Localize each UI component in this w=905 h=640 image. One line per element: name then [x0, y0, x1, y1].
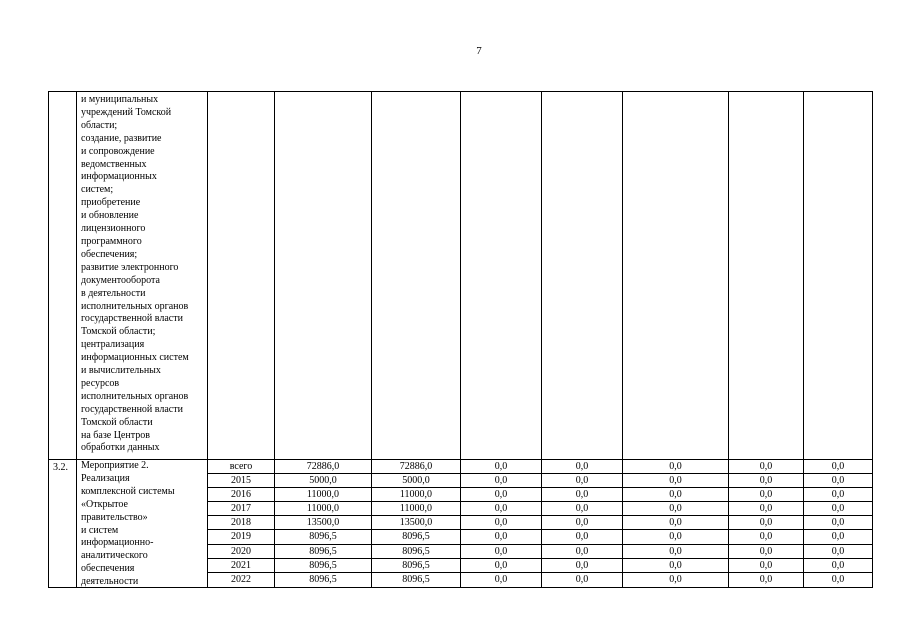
period: 2021 [208, 558, 274, 572]
value-cell: 0,0 [804, 502, 872, 516]
value-list [461, 460, 541, 586]
value-cell: 13500,0 [275, 516, 371, 530]
continuation-row [49, 92, 873, 460]
empty-cell [208, 92, 275, 460]
value-cell: 8096,5 [309, 573, 337, 585]
value-cell: 0,0 [461, 558, 541, 572]
value-column-3 [461, 460, 542, 588]
value-cell: 11000,0 [372, 502, 460, 516]
value-cell: 0,0 [623, 516, 728, 530]
period: 2020 [208, 544, 274, 558]
continuation-number-cell [49, 92, 77, 460]
value-cell: 0,0 [729, 516, 803, 530]
value-column-4 [542, 460, 623, 588]
value-cell: 0,0 [461, 544, 541, 558]
value-cell: 8096,5 [372, 530, 460, 544]
period: 2016 [208, 488, 274, 502]
value-cell: 0,0 [729, 502, 803, 516]
value-cell: 0,0 [461, 502, 541, 516]
period: всего [208, 460, 274, 474]
value-cell: 0,0 [804, 544, 872, 558]
value-cell: 0,0 [729, 474, 803, 488]
value-cell: 0,0 [729, 558, 803, 572]
period: 2019 [208, 530, 274, 544]
value-cell: 0,0 [542, 502, 622, 516]
period: 2018 [208, 516, 274, 530]
value-list [372, 460, 460, 586]
value-cell: 0,0 [669, 573, 682, 585]
value-cell: 5000,0 [372, 474, 460, 488]
value-list [804, 460, 872, 586]
value-cell: 0,0 [804, 488, 872, 502]
empty-cell [461, 92, 542, 460]
value-cell: 0,0 [804, 530, 872, 544]
value-cell: 8096,5 [275, 558, 371, 572]
value-cell: 0,0 [804, 460, 872, 474]
value-cell: 0,0 [831, 573, 845, 585]
value-list [623, 460, 728, 586]
period: 2022 [231, 573, 251, 585]
value-cell: 0,0 [759, 573, 773, 585]
empty-cell [623, 92, 729, 460]
value-column-5 [623, 460, 729, 588]
value-cell: 0,0 [729, 530, 803, 544]
value-cell: 0,0 [623, 474, 728, 488]
empty-cell [729, 92, 804, 460]
periods-cell [208, 460, 275, 588]
value-cell: 0,0 [623, 530, 728, 544]
value-cell: 0,0 [461, 488, 541, 502]
value-cell: 0,0 [461, 530, 541, 544]
value-column-7 [804, 460, 873, 588]
value-cell: 0,0 [804, 474, 872, 488]
value-list [275, 460, 371, 586]
value-cell: 0,0 [542, 516, 622, 530]
value-cell: 0,0 [494, 573, 508, 585]
continuation-name-cell [77, 92, 208, 460]
value-cell: 0,0 [542, 544, 622, 558]
value-column-1 [275, 460, 372, 588]
value-cell: 8096,5 [402, 573, 430, 585]
row-name: Мероприятие 2. Реализация комплексной системы «Открытое правительство» и систем информационно- аналитического обеспечения деятельности [81, 460, 175, 587]
value-column-6 [729, 460, 804, 588]
value-cell: 0,0 [729, 460, 803, 474]
budget-table [48, 91, 873, 588]
value-cell: 72886,0 [275, 460, 371, 474]
value-list [729, 460, 803, 586]
value-list [542, 460, 622, 586]
value-cell: 0,0 [542, 558, 622, 572]
value-cell: 0,0 [461, 474, 541, 488]
value-cell: 0,0 [461, 460, 541, 474]
value-cell: 0,0 [623, 488, 728, 502]
measure-row [49, 460, 873, 588]
value-cell: 0,0 [804, 516, 872, 530]
value-cell: 0,0 [729, 544, 803, 558]
empty-cell [372, 92, 461, 460]
value-cell: 0,0 [575, 573, 589, 585]
value-cell: 8096,5 [372, 544, 460, 558]
value-cell: 0,0 [542, 460, 622, 474]
value-cell: 8096,5 [275, 530, 371, 544]
value-cell: 11000,0 [275, 502, 371, 516]
row-number-cell [49, 460, 77, 588]
empty-cell [275, 92, 372, 460]
row-number: 3.2. [53, 462, 68, 473]
value-cell: 0,0 [804, 558, 872, 572]
page-number: 7 [476, 45, 482, 57]
value-cell: 0,0 [542, 488, 622, 502]
value-column-2 [372, 460, 461, 588]
empty-cell [804, 92, 873, 460]
continuation-text: и муниципальных учреждений Томской области; создание, развитие и сопровождение ведомственных информационных систем; приобретение и обновление лицензионного программного обеспечения; развитие электронного документооборота в деятельности исполнительных органов государственной власти Томской области; централизация информационных систем и вычислительных ресурсов исполнительных органов государственной власти Томской области на базе Центров обработки данных [81, 94, 189, 454]
value-cell: 5000,0 [275, 474, 371, 488]
value-cell: 0,0 [542, 530, 622, 544]
value-cell: 72886,0 [372, 460, 460, 474]
value-cell: 11000,0 [275, 488, 371, 502]
value-cell: 0,0 [623, 544, 728, 558]
empty-cell [542, 92, 623, 460]
value-cell: 8096,5 [275, 544, 371, 558]
value-cell: 0,0 [461, 516, 541, 530]
value-cell: 11000,0 [372, 488, 460, 502]
value-cell: 13500,0 [372, 516, 460, 530]
value-cell: 0,0 [623, 558, 728, 572]
row-name-cell [77, 460, 208, 588]
value-cell: 8096,5 [372, 558, 460, 572]
periods-list [208, 460, 274, 586]
value-cell: 0,0 [623, 502, 728, 516]
period: 2015 [208, 474, 274, 488]
value-cell: 0,0 [542, 474, 622, 488]
value-cell: 0,0 [729, 488, 803, 502]
value-cell: 0,0 [623, 460, 728, 474]
period: 2017 [208, 502, 274, 516]
